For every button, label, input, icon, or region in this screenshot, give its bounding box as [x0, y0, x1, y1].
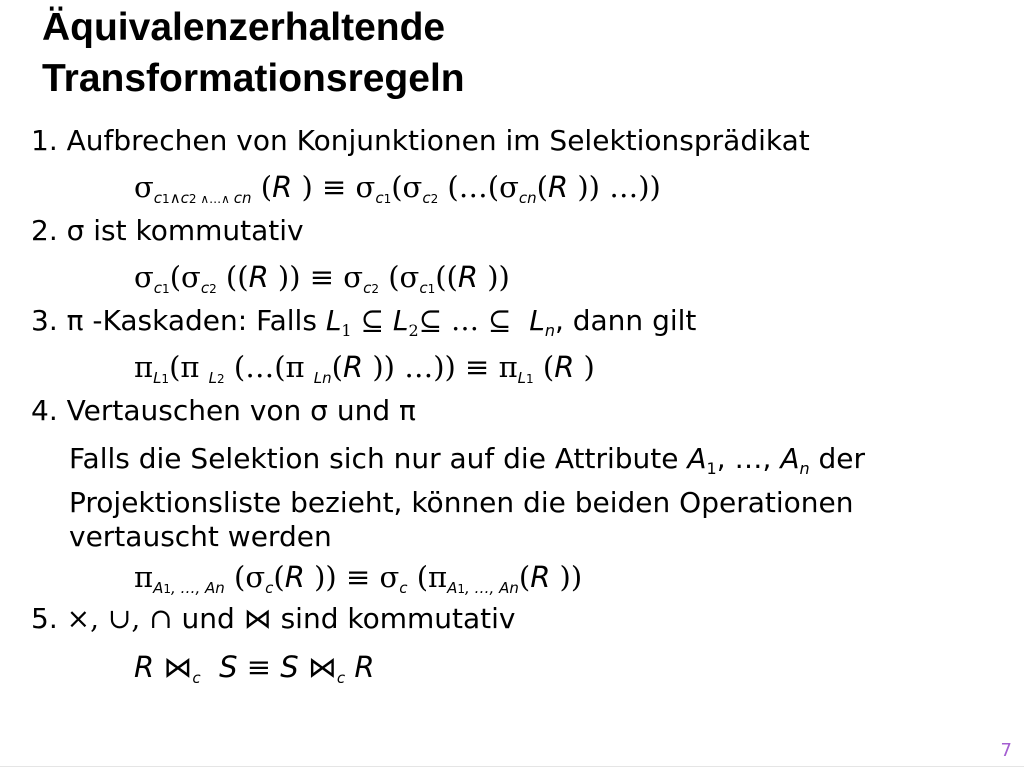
- title-line-1: Äquivalenzerhaltende: [42, 6, 446, 49]
- title-line-2: Transformationsregeln: [42, 57, 465, 100]
- formula-4: $\pi_{A1, \dots, An}$ ($\sigma_c(R$ )) ≡ $\sigma_c$ ($\pi_{A1, \dots, An}(R$ )): [134, 560, 583, 597]
- rule-3: [31, 304, 696, 348]
- rule-text-suffix: , dann gilt: [554, 304, 697, 337]
- join-symbol: ⋈: [243, 602, 272, 635]
- formula-5: R $⋈_c$ S ≡ S $⋈_c$ R: [134, 650, 375, 687]
- rule-2: [31, 214, 304, 248]
- rule-4: [31, 394, 416, 428]
- rule-5: 5. ×, ∪, ∩ und ⋈ sind kommutativ: [31, 602, 516, 635]
- formula-1: $\sigma_{c1\wedge c2 \wedge\dots\wedge}$ $_{cn}$ (R ) ≡ $\sigma_{c1}(\sigma_{c2}$ ($\dots(\sigma_{cn}(R$ )) …)): [134, 170, 661, 207]
- rule-number: 3.: [31, 304, 58, 337]
- rule-1: [31, 124, 810, 158]
- formula-2: $\sigma_{c1}(\sigma_{c2}$ ((R )) ≡ $\sigma_{c2}$ ($\sigma_{c1}((R$ )): [134, 260, 510, 297]
- operator-list: ×, ∪, ∩: [66, 602, 173, 635]
- footer-divider: [0, 766, 1024, 767]
- subset-chain: $L_1$ ⊆ $L_2⊆$ … ⊆ $L_n$: [325, 304, 555, 340]
- slide-title: [42, 2, 1002, 104]
- rule-text: σ ist kommutativ: [66, 214, 304, 247]
- rule-text: Aufbrechen von Konjunktionen im Selektionsprädikat: [66, 124, 810, 157]
- rule-4-paragraph: [69, 442, 969, 554]
- rule-text-suffix: sind kommutativ: [280, 602, 516, 635]
- attribute-list: $A_1$, …, $A_n$: [687, 442, 810, 478]
- rule-number: 1.: [31, 124, 58, 157]
- rule-number: 4.: [31, 394, 58, 427]
- rule-text-prefix: π -Kaskaden: Falls: [66, 304, 317, 337]
- paragraph-suffix: der Projektionsliste bezieht, können die beiden Operationen vertauscht werden: [69, 442, 866, 553]
- paragraph-prefix: Falls die Selektion sich nur auf die Attribute: [69, 442, 679, 475]
- rule-number: 5.: [31, 602, 58, 635]
- rule-number: 2.: [31, 214, 58, 247]
- rule-text: Vertauschen von σ und π: [66, 394, 416, 427]
- formula-3: $\pi_{L1}(\pi$ $_{L2}$ (…(π $_{Ln}$(R )) …)) ≡ $\pi_{L1}$ (R ): [134, 350, 595, 387]
- page-number: 7: [1000, 740, 1012, 761]
